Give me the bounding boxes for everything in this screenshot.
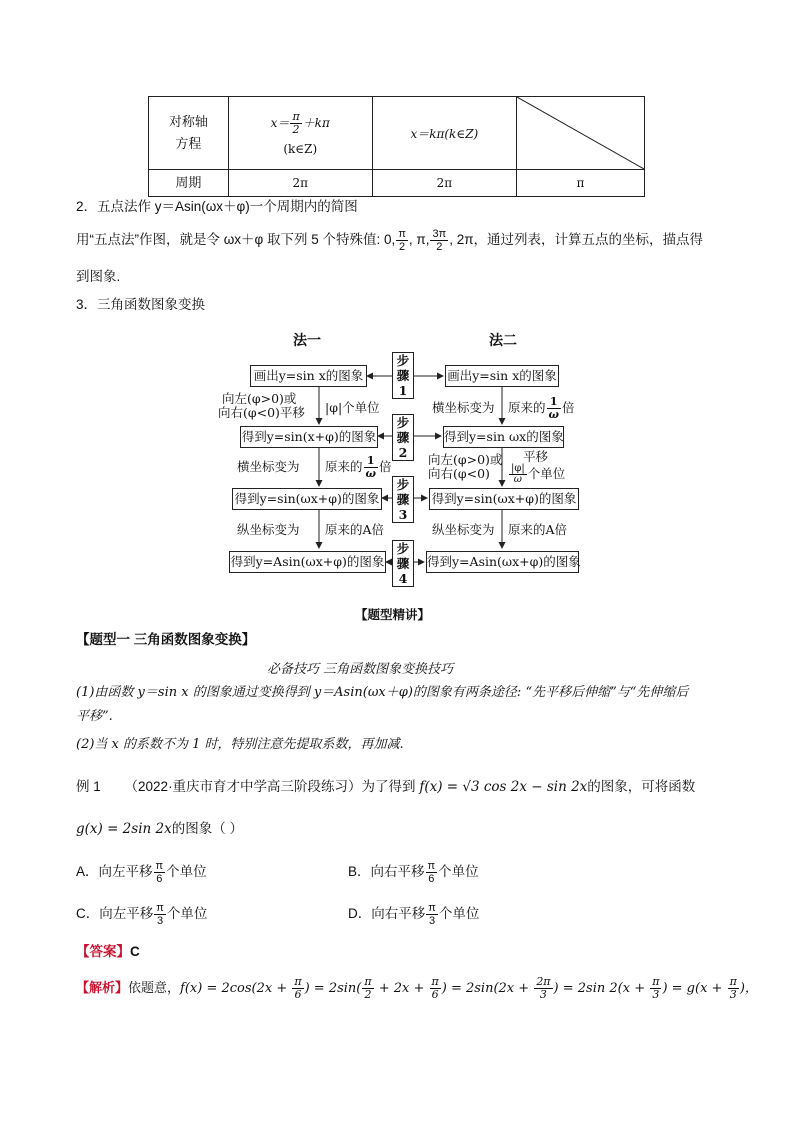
formula-part: ) = 2sin 2(x +	[553, 981, 650, 996]
fraction-num: π	[427, 860, 436, 872]
fraction-num: π	[652, 975, 660, 988]
right-scale-x-value	[508, 396, 575, 421]
text-part: 原来的	[325, 459, 363, 474]
fraction	[426, 860, 438, 885]
text-part: A．向左平移	[76, 864, 153, 880]
fraction	[728, 976, 739, 1001]
fraction-num: 3π	[432, 228, 447, 240]
option-c[interactable]	[76, 902, 207, 927]
fraction-num: π	[156, 902, 164, 914]
skill-line-2: (2)当 x 的系数不为 1 时，特别注意先提取系数，再加减.	[76, 737, 404, 752]
fraction-num: π	[729, 975, 737, 988]
left-shift-amount: |φ|个单位	[325, 400, 380, 415]
fraction-den: 6	[431, 988, 439, 1001]
text-part: 个单位	[527, 466, 566, 481]
fraction	[426, 902, 438, 927]
example-line-2	[76, 818, 243, 840]
left-box-2: 得到y=sin(x+φ)的图象	[240, 426, 378, 448]
right-scale-x-label: 横坐标变为	[432, 400, 495, 415]
right-box-2: 得到y=sin ωx的图象	[443, 426, 564, 448]
fraction-den: 2	[292, 122, 300, 136]
text-part: 倍	[562, 400, 575, 415]
formula-part: f(x) = 2cos(2x +	[180, 981, 292, 996]
method1-heading: 法一	[293, 333, 321, 349]
fraction-num: 2π	[536, 975, 551, 988]
left-scale-y-label: 纵坐标变为	[237, 522, 300, 537]
left-box-4: 得到y=Asin(ωx+φ)的图象	[229, 551, 386, 573]
fraction-den: 3	[428, 915, 436, 927]
fraction-num: π	[431, 975, 439, 988]
formula-part: ) = g(x +	[662, 981, 727, 996]
right-box-1: 画出y=sin x的图象	[445, 365, 559, 387]
fraction-num: π	[294, 975, 302, 988]
header-line: 对称轴	[168, 114, 208, 129]
fraction-den: ω	[513, 474, 522, 485]
formula-part: ) = 2sin(	[304, 981, 362, 996]
text-part: 个单位	[438, 906, 480, 922]
type1-heading: 【题型一 三角函数图象变换】	[76, 632, 256, 647]
step-char: 骤	[396, 430, 410, 445]
header-line: 方程	[175, 136, 202, 151]
text-part: 用“五点法”作图，就是令 ωx＋φ 取下列 5 个特殊值: 0,	[76, 232, 396, 248]
text-part: 倍	[379, 459, 392, 474]
fraction-den: 3	[539, 988, 547, 1001]
analysis-line	[76, 976, 758, 1001]
right-shift-label-a: 向左(φ>0)或	[428, 452, 503, 467]
step-char: 4	[398, 571, 408, 586]
example-source: （2022·重庆市育才中学高三阶段练习）为了得到	[124, 779, 416, 794]
step-char: 1	[398, 383, 408, 398]
step-char: 2	[398, 445, 408, 460]
right-shift-label-c: 平移	[523, 449, 549, 464]
formula-part: x＝	[270, 115, 290, 130]
step-4	[392, 540, 414, 587]
text-part: 的图象，可将函数	[587, 779, 696, 794]
fraction-num: π	[428, 902, 436, 914]
left-scale-x-label: 横坐标变为	[237, 459, 300, 474]
left-scale-x-value	[325, 455, 392, 480]
answer-value: C	[130, 944, 140, 959]
text-part: , π,	[408, 232, 430, 248]
cos-axis-cell: x＝kπ(k∈Z)	[372, 97, 516, 170]
right-box-3: 得到y=sin(ωx+φ)的图象	[429, 488, 579, 510]
step-char: 3	[398, 507, 408, 522]
text-part: D．向右平移	[348, 906, 426, 922]
step-1	[392, 352, 414, 399]
fx-formula: f(x) = √3 cos 2x − sin 2x	[419, 779, 588, 795]
fraction-den: 3	[729, 988, 737, 1001]
section2-title: 2．五点法作 y＝Asin(ωx＋φ)一个周期内的简图	[76, 199, 358, 214]
formula-part: ) = 2sin(2x +	[441, 981, 534, 996]
step-char: 步	[396, 477, 410, 492]
step-char: 骤	[396, 556, 410, 571]
period-header: 周期	[149, 170, 229, 197]
formula-part: ＋kπ	[302, 115, 330, 130]
right-box-4: 得到y=Asin(ωx+φ)的图象	[426, 551, 579, 573]
text-part: 个单位	[438, 864, 479, 880]
skill-line-1b: 平移”.	[76, 709, 113, 724]
analysis-formula	[180, 975, 758, 1001]
sin-period: 2π	[228, 170, 372, 197]
right-scale-y-label: 纵坐标变为	[432, 522, 495, 537]
left-shift-label-a: 向左(φ>0)或	[222, 391, 297, 406]
text-part: 个单位	[166, 906, 208, 922]
option-d[interactable]	[348, 902, 479, 927]
fraction-num: π	[292, 109, 300, 123]
left-scale-y-value: 原来的A倍	[325, 522, 385, 537]
section3-title: 3．三角函数图象变换	[76, 297, 206, 312]
fraction-den: 6	[428, 873, 435, 885]
sin-axis-condition: (k∈Z)	[283, 141, 318, 156]
fraction-num: 1	[364, 455, 378, 468]
section-heading: 【题型精讲】	[355, 608, 431, 622]
fraction-den: 6	[156, 873, 163, 885]
section2-line2: 到图象.	[76, 269, 121, 284]
cos-period: 2π	[372, 170, 516, 197]
option-a[interactable]	[76, 860, 207, 885]
skill-line-1a: (1)由函数 y＝sin x 的图象通过变换得到 y＝Asin(ωx＋φ)的图象有两条途径: “先平移后伸缩”与“先伸缩后	[76, 685, 689, 700]
fraction-den: 2	[364, 988, 372, 1001]
fraction-num: |φ|	[511, 463, 525, 474]
fraction-den: 2	[436, 241, 443, 253]
fraction-num: π	[364, 975, 372, 988]
step-char: 步	[396, 415, 410, 430]
step-char: 步	[396, 541, 410, 556]
text-part: 的图象（ ）	[171, 821, 243, 836]
text-part: 个单位	[166, 864, 207, 880]
step-char: 骤	[396, 492, 410, 507]
option-b[interactable]	[348, 860, 479, 885]
example-label: 例 1	[76, 779, 101, 794]
fraction-den: 3	[156, 915, 164, 927]
text-part: , 2π，通过列表，计算五点的坐标，描点得	[449, 232, 704, 248]
fraction	[430, 976, 441, 1001]
analysis-label: 【解析】	[76, 980, 129, 995]
step-3	[392, 476, 414, 523]
answer-line	[76, 941, 140, 963]
fraction-den: 3	[652, 988, 660, 1001]
fraction	[154, 860, 166, 885]
fraction-num: π	[398, 228, 406, 240]
left-box-1: 画出y=sin x的图象	[250, 365, 367, 387]
formula-part: )，	[739, 981, 758, 996]
fraction	[292, 976, 303, 1001]
fraction-den: ω	[365, 467, 376, 480]
fraction	[547, 396, 561, 421]
right-shift-label-b: 向右(φ<0)	[428, 466, 490, 481]
fraction	[650, 976, 661, 1001]
method2-heading: 法二	[489, 333, 517, 349]
fraction-den: ω	[548, 408, 559, 421]
example-line-1	[76, 776, 695, 798]
text-part: 依题意，	[128, 980, 181, 995]
right-shift-amount	[508, 464, 565, 485]
text-part: C．向左平移	[76, 906, 154, 922]
fraction	[509, 464, 527, 485]
answer-label: 【答案】	[76, 944, 130, 959]
right-scale-y-value: 原来的A倍	[508, 522, 568, 537]
fraction-den: 6	[294, 988, 302, 1001]
step-char: 骤	[396, 368, 410, 383]
fraction	[534, 976, 552, 1001]
fraction-den: 2	[399, 241, 406, 253]
fraction-num: 1	[547, 396, 561, 409]
step-char: 步	[396, 353, 410, 368]
fraction	[154, 902, 166, 927]
fraction	[364, 455, 378, 480]
tan-period: π	[516, 170, 644, 197]
text-part: B．向右平移	[348, 864, 425, 880]
left-shift-label-b: 向右(φ<0)平移	[218, 405, 305, 420]
text-part: 原来的	[508, 400, 546, 415]
formula-part: + 2x +	[374, 981, 429, 996]
gx-formula: g(x) = 2sin 2x	[76, 821, 172, 837]
fraction	[362, 976, 373, 1001]
fraction-num: π	[155, 860, 164, 872]
skill-title: 必备技巧 三角函数图象变换技巧	[267, 662, 454, 677]
step-2	[392, 414, 414, 461]
left-box-3: 得到y=sin(ωx+φ)的图象	[232, 488, 382, 510]
